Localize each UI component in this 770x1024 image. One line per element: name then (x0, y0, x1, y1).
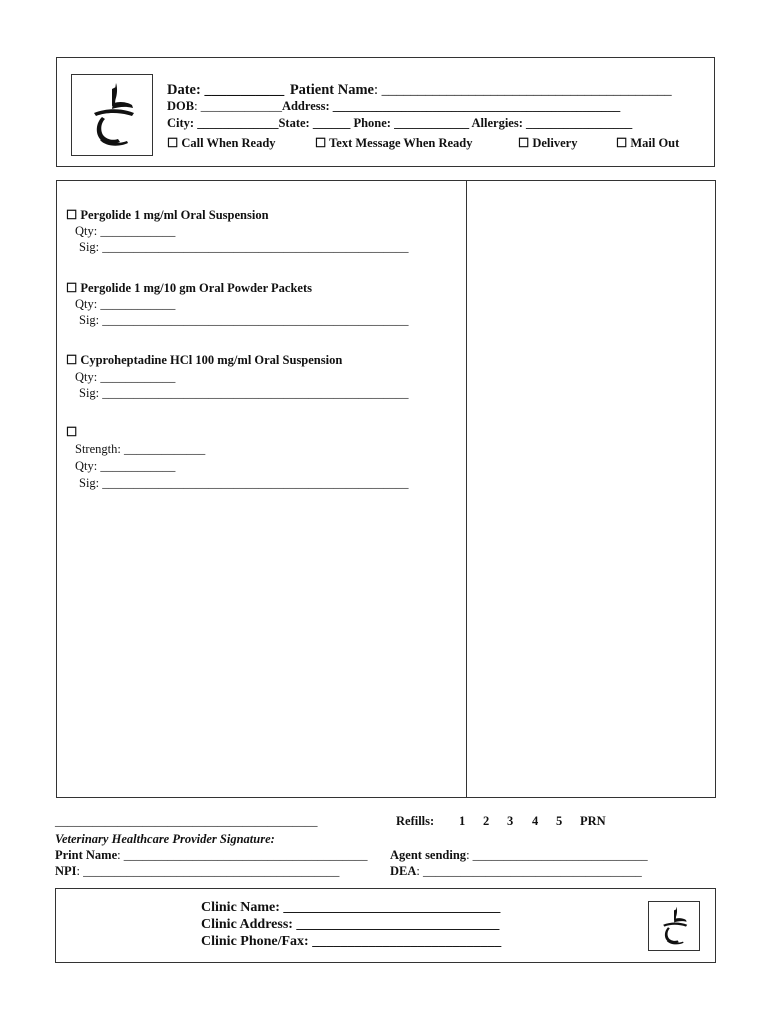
prescription-box (56, 180, 716, 798)
med-3-qty[interactable]: Qty: ____________ (75, 370, 176, 384)
clinic-name-field[interactable]: Clinic Name: _______________________________ (201, 900, 501, 915)
clinic-address-field[interactable]: Clinic Address: _____________________________ (201, 917, 500, 932)
med-4-qty[interactable]: Qty: ____________ (75, 459, 176, 473)
header-line-2 (167, 99, 620, 114)
npi-label: NPI (55, 864, 77, 878)
med-4-sig[interactable]: Sig: _________________________________________________ (79, 476, 409, 490)
npi-field[interactable]: : _________________________________________ (76, 864, 340, 878)
print-name-row (55, 848, 368, 863)
refill-option-prn[interactable]: PRN (580, 814, 606, 828)
clinic-box (55, 888, 716, 963)
mortar-pestle-icon (72, 75, 152, 155)
option-call-when-ready[interactable]: ☐ Call When Ready (167, 136, 276, 150)
address-field[interactable]: Address: ______________________________________________ (281, 99, 621, 113)
print-name-field[interactable]: : _______________________________________ (117, 848, 368, 862)
med-2-qty[interactable]: Qty: ____________ (75, 297, 176, 311)
state-field[interactable]: State: ______ (278, 116, 351, 130)
npi-row (55, 864, 339, 879)
phone-field[interactable]: Phone: ____________ (353, 116, 470, 130)
refills-label: Refills: (396, 814, 435, 828)
header-box (56, 57, 715, 167)
med-2-title[interactable]: ☐ Pergolide 1 mg/10 gm Oral Powder Packets (66, 281, 312, 295)
header-line-1 (167, 82, 672, 99)
print-name-label: Print Name (55, 848, 118, 862)
dea-row (390, 864, 642, 879)
allergies-field[interactable]: Allergies: _________________ (471, 116, 633, 130)
option-mail-out[interactable]: ☐ Mail Out (616, 136, 680, 150)
dob-label: DOB (167, 99, 195, 113)
dea-field[interactable]: : ___________________________________ (416, 864, 642, 878)
dob-field[interactable]: : _____________ (194, 99, 282, 113)
med-2-sig[interactable]: Sig: _________________________________________________ (79, 313, 409, 327)
pharmacy-logo (71, 74, 153, 156)
patient-name-field[interactable]: : ________________________________________ (373, 82, 672, 98)
refill-option-5[interactable]: 5 (556, 814, 563, 828)
med-4-checkbox[interactable]: ☐ (66, 425, 78, 439)
med-1-qty[interactable]: Qty: ____________ (75, 224, 176, 238)
mortar-pestle-icon (649, 902, 699, 950)
clinic-logo (648, 901, 700, 951)
date-field[interactable]: Date: ___________ (167, 82, 285, 98)
refill-option-2[interactable]: 2 (483, 814, 490, 828)
med-3-title[interactable]: ☐ Cyproheptadine HCl 100 mg/ml Oral Suspension (66, 353, 343, 367)
med-4-strength[interactable]: Strength: _____________ (75, 442, 206, 456)
med-1-title[interactable]: ☐ Pergolide 1 mg/ml Oral Suspension (66, 208, 269, 222)
signature-label: Veterinary Healthcare Provider Signature: (55, 832, 275, 846)
agent-field[interactable]: : ____________________________ (466, 848, 648, 862)
refill-option-3[interactable]: 3 (507, 814, 514, 828)
med-3-sig[interactable]: Sig: _________________________________________________ (79, 386, 409, 400)
header-line-3 (167, 116, 632, 131)
clinic-phone-fax-field[interactable]: Clinic Phone/Fax: ___________________________ (201, 934, 502, 949)
dea-label: DEA (390, 864, 417, 878)
option-text-message[interactable]: ☐ Text Message When Ready (315, 136, 473, 150)
patient-name-label: Patient Name (289, 82, 374, 98)
city-field[interactable]: City: _____________ (167, 116, 279, 130)
agent-label: Agent sending (390, 848, 467, 862)
refill-option-1[interactable]: 1 (459, 814, 466, 828)
column-divider (466, 181, 467, 797)
refill-option-4[interactable]: 4 (532, 814, 539, 828)
agent-row (390, 848, 648, 863)
med-1-sig[interactable]: Sig: _________________________________________________ (79, 240, 409, 254)
option-delivery[interactable]: ☐ Delivery (518, 136, 578, 150)
signature-line[interactable]: __________________________________________ (55, 814, 318, 828)
